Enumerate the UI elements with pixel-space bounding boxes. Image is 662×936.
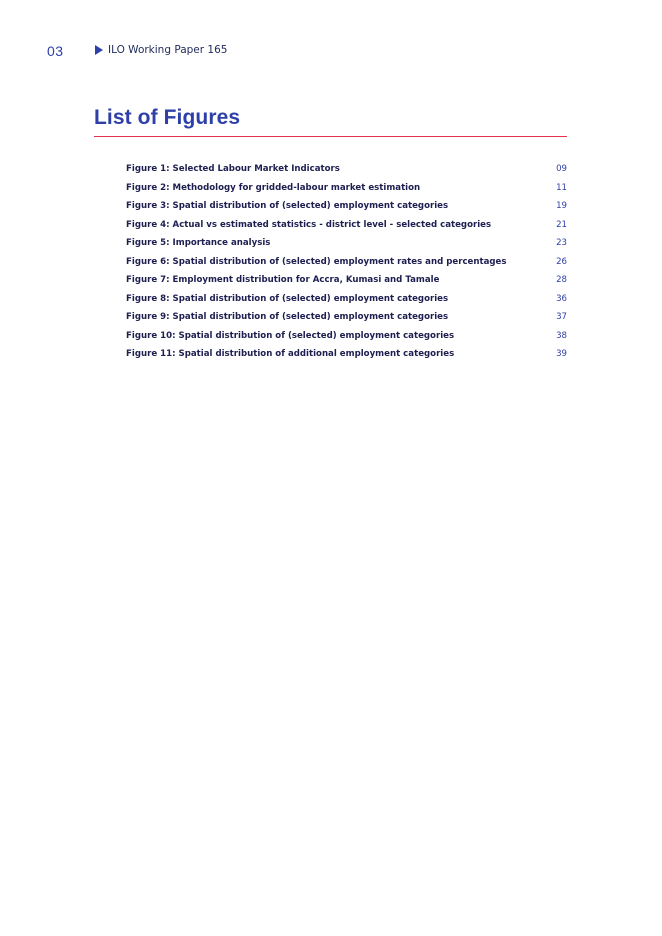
figure-label: Figure 4: Actual vs estimated statistics - district level - selected categories [126, 219, 492, 230]
figure-label: Figure 3: Spatial distribution of (selected) employment categories [126, 201, 449, 211]
figure-page-number: 36 [556, 293, 567, 304]
figure-list [126, 164, 567, 368]
figure-label: Figure 6: Spatial distribution of (selected) employment rates and percentages [126, 256, 507, 267]
list-item[interactable] [126, 220, 567, 239]
figure-page-number: 39 [556, 349, 567, 359]
figure-label: Figure 10: Spatial distribution of (selected) employment categories [126, 330, 455, 341]
figure-label: Figure 9: Spatial distribution of (selected) employment categories [126, 312, 449, 322]
figure-page-number: 09 [556, 164, 567, 174]
figure-page-number: 19 [556, 201, 567, 211]
list-item[interactable] [126, 349, 567, 368]
title-divider [94, 136, 567, 137]
figure-page-number: 21 [556, 219, 567, 230]
figure-page-number: 26 [556, 256, 567, 267]
list-item[interactable] [126, 183, 567, 202]
list-item[interactable] [126, 164, 567, 183]
figure-page-number: 38 [556, 330, 567, 341]
figure-label: Figure 5: Importance analysis [126, 238, 271, 248]
figure-label: Figure 11: Spatial distribution of additional employment categories [126, 349, 455, 359]
figure-page-number: 23 [556, 238, 567, 248]
figure-label: Figure 2: Methodology for gridded-labour market estimation [126, 182, 421, 193]
page-title: List of Figures [94, 106, 241, 129]
triangle-right-icon [95, 45, 103, 55]
list-item[interactable] [126, 294, 567, 313]
page-number: 03 [47, 43, 64, 59]
figure-label: Figure 8: Spatial distribution of (selected) employment categories [126, 293, 449, 304]
figure-page-number: 11 [556, 182, 567, 193]
figure-label: Figure 7: Employment distribution for Accra, Kumasi and Tamale [126, 275, 440, 285]
figure-page-number: 28 [556, 275, 567, 285]
list-item[interactable] [126, 331, 567, 350]
document-title: ILO Working Paper 165 [108, 44, 228, 56]
running-header [95, 44, 227, 56]
figure-page-number: 37 [556, 312, 567, 322]
list-item[interactable] [126, 238, 567, 257]
list-item[interactable] [126, 257, 567, 276]
list-item[interactable] [126, 201, 567, 220]
list-item[interactable] [126, 275, 567, 294]
list-item[interactable] [126, 312, 567, 331]
figure-label: Figure 1: Selected Labour Market Indicators [126, 164, 340, 174]
